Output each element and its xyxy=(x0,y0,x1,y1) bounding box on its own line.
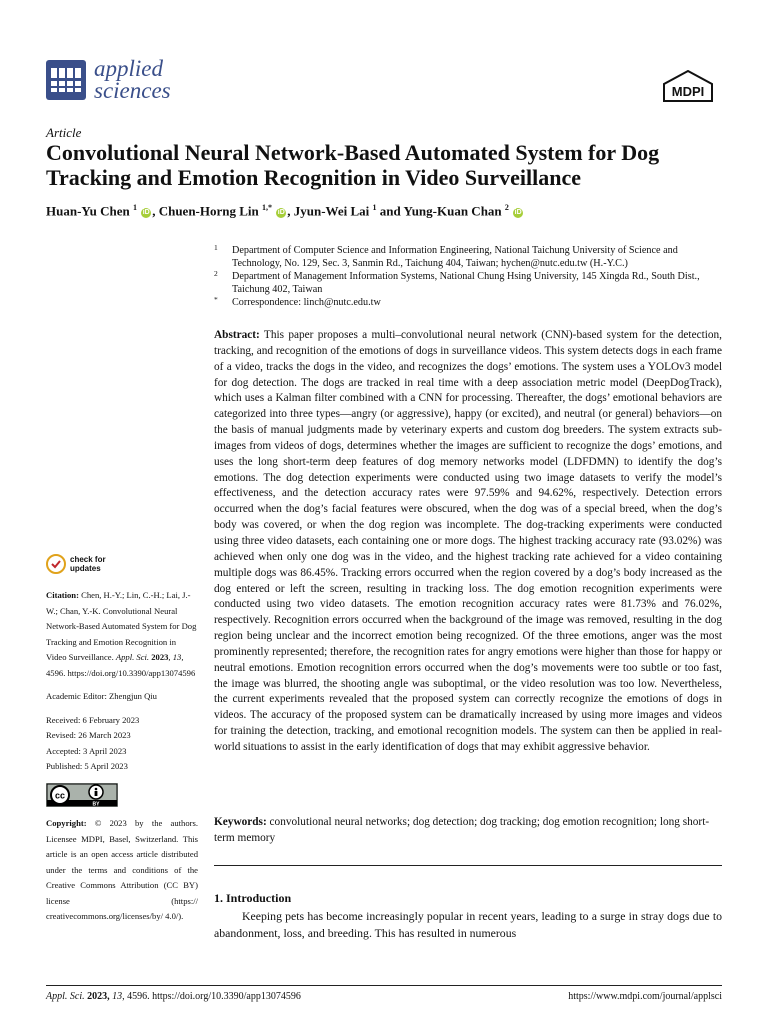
journal-name xyxy=(94,58,171,102)
author-name[interactable]: Huan-Yu Chen xyxy=(46,203,130,219)
author-name[interactable]: Yung-Kuan Chan xyxy=(403,203,502,219)
svg-text:cc: cc xyxy=(54,790,66,800)
citation-volume: , 13, xyxy=(168,652,184,662)
author-name[interactable]: Chuen-Horng Lin xyxy=(158,203,259,219)
cc-by-label: BY xyxy=(92,800,100,807)
affiliation-mark: 1 xyxy=(214,243,218,252)
author-affiliation-mark: 1 xyxy=(132,203,137,212)
citation-journal: Appl. Sci. xyxy=(115,652,150,662)
keywords-text: convolutional neural networks; dog detection; dog tracking; dog emotion recognition; long short-term memory xyxy=(214,816,710,844)
footer-citation xyxy=(46,991,301,1002)
publisher-name: MDPI xyxy=(671,84,705,99)
author-affiliation-mark: 1 xyxy=(372,203,377,212)
abstract-text: This paper proposes a multi–convolutional neural network (CNN)-based system for the detection, tracking, and recognition of the emotions of dogs in surveillance videos. This system detects dogs in each frame of a video, tracks the dogs in the video, and recognizes the dogs’ emotions. The system uses a YOLOv3 model for dog detection. The dogs are tracked in real time with a deep association metric model (DeepDogTrack), which uses a Kalman filter combined with a CNN for processing. Thereafter, the dogs’ emotional behaviors are categorized into three types—angry (or aggressive), happy (or excited), and neutral (or general) behaviors—on the basis of manual judgments made by veterinary experts and custom dog breeders. The system extracts sub-images from videos of dogs, determines whether the images are sufficient to recognize the dogs’ emotions, and uses the long short-term deep features of dog memory networks model (LDFDMN) to identify the dog’s emotions. The dog detection experiments were conducted using two image datasets to verify the model’s effectiveness, and the detection accuracy rates were 97.59% and 94.62%, respectively. Detection errors occurred when the dog’s facial features were obscured, when the dog was of a special breed, when the dog’s body was covered, or when the dog region was incomplete. The dog-tracking experiments were conducted using three video datasets, each containing one or more dogs. The highest tracking accuracy rate (93.02%) was achieved when only one dog was in the video, and the highest tracking rate achieved for a video containing multiple dogs was 86.45%. Tracking errors occurred when the region covered by a dog’s body increased as the dog entered or left the screen, resulting in tracking loss. The dog emotion recognition experiments were conducted using two video datasets. The emotion recognition accuracy rates were 81.73% and 76.02%, respectively. Recognition errors occurred when the background of the image was removed, resulting in the dog region being unclear and the incorrect emotion being recognized. Of the three emotions, anger was the most prominently represented; therefore, the recognition rates for angry emotions were higher than those for happy or neutral emotions. Emotion recognition errors occurred when the dog’s movements were too subtle or too fast, the image was blurred, the shooting angle was suboptimal, or the video resolution was too low. Nevertheless, the current experiments revealed that the proposed system can correctly recognize the emotions of dogs in videos. The accuracy of the proposed system can be dramatically increased by using more images and videos for training the detection, tracking, and emotional recognition models. The system can then be applied in real-world situations to assist in the early identification of dogs that may exhibit aggressive behavior. xyxy=(214,329,722,753)
affiliation-mark: 2 xyxy=(214,269,218,278)
copyright-label: Copyright: xyxy=(46,818,87,828)
date-revised: Revised: 26 March 2023 xyxy=(46,730,131,740)
footer-divider xyxy=(46,985,722,986)
affiliations xyxy=(214,244,724,309)
footer-journal: Appl. Sci. xyxy=(46,991,85,1002)
author-affiliation-mark: 2 xyxy=(504,203,509,212)
keywords-label: Keywords: xyxy=(214,816,267,828)
sidebar xyxy=(46,554,198,925)
footer-volume: 13, xyxy=(109,991,125,1002)
author-separator: , xyxy=(152,203,159,219)
citation-doi[interactable]: 4596. https://doi.org/10.3390/app13074596 xyxy=(46,667,196,678)
footer-journal-url[interactable]: https://www.mdpi.com/journal/applsci xyxy=(568,991,722,1002)
copyright-text: © 2023 by the authors. Licensee MDPI, Basel, Switzerland. This article is an open access article distributed under the terms and conditions of the Creative Commons Attribution (CC BY) license (https:// creativecommons.org/licenses/by/ 4.0/). xyxy=(46,818,198,921)
publication-dates xyxy=(46,713,198,775)
mdpi-logo-icon[interactable] xyxy=(662,70,714,102)
article-title: Convolutional Neural Network-Based Automated System for Dog Tracking and Emotion Recognition in Video Surveillance xyxy=(46,140,660,190)
affiliation-text: Correspondence: linch@nutc.edu.tw xyxy=(232,297,381,308)
journal-name-line1: applied xyxy=(94,56,163,81)
footer-year: 2023, xyxy=(84,991,110,1002)
journal-logo-icon xyxy=(46,60,86,100)
author-separator: , xyxy=(287,203,294,219)
date-published: Published: 5 April 2023 xyxy=(46,761,128,771)
affiliation-mark: * xyxy=(214,295,218,304)
abstract-label: Abstract: xyxy=(214,329,260,341)
check-updates-line1: check for xyxy=(70,555,106,564)
affiliation-item xyxy=(214,296,724,309)
check-updates-label xyxy=(70,555,106,573)
affiliation-item xyxy=(214,244,724,270)
section-heading: 1. Introduction xyxy=(214,891,292,905)
affiliation-item xyxy=(214,270,724,296)
orcid-icon[interactable]: iD xyxy=(514,209,522,217)
check-updates-icon xyxy=(46,554,66,574)
affiliation-text: Department of Management Information Systems, National Chung Hsing University, 145 Xingda Rd., South Dist., Taichung 402, Taiwan xyxy=(232,271,700,295)
journal-name-line2: sciences xyxy=(94,78,171,103)
check-updates-line2: updates xyxy=(70,564,101,573)
citation-year: 2023 xyxy=(149,652,169,662)
affiliation-text: Department of Computer Science and Information Engineering, National Taichung University of Science and Technology, No. 129, Sec. 3, Sanmin Rd., Taichung 404, Taiwan; hychen@nutc.edu.tw (H.-Y.C.) xyxy=(232,245,678,269)
author-separator: and xyxy=(376,203,404,219)
divider xyxy=(214,865,722,866)
copyright xyxy=(46,816,198,925)
page-header xyxy=(46,58,722,108)
keywords xyxy=(214,815,722,846)
citation xyxy=(46,588,198,681)
author-affiliation-mark: 1,* xyxy=(262,203,273,212)
date-received: Received: 6 February 2023 xyxy=(46,714,140,725)
abstract xyxy=(214,328,722,756)
check-updates-button[interactable] xyxy=(46,554,198,574)
date-accepted: Accepted: 3 April 2023 xyxy=(46,745,127,756)
academic-editor: Academic Editor: Zhengjun Qiu xyxy=(46,691,157,701)
footer-doi[interactable]: 4596. https://doi.org/10.3390/app13074596 xyxy=(124,991,301,1002)
author-list xyxy=(46,203,524,219)
journal-logo[interactable] xyxy=(46,58,171,102)
intro-paragraph: Keeping pets has become increasingly popular in recent years, leading to a surge in stray dogs due to abandonment, loss, and breeding. This has resulted in numerous xyxy=(214,909,722,940)
author-name[interactable]: Jyun-Wei Lai xyxy=(293,203,370,219)
cc-by-license-icon[interactable] xyxy=(46,783,118,807)
citation-label: Citation: xyxy=(46,590,79,600)
orcid-icon[interactable]: iD xyxy=(142,209,150,217)
article-type: Article xyxy=(46,125,82,140)
orcid-icon[interactable]: iD xyxy=(277,209,285,217)
citation-text: Chen, H.-Y.; Lin, C.-H.; Lai, J.-W.; Chan, Y.-K. Convolutional Neural Network-Based Automated System for Dog Tracking and Emotion Recognition in Video Surveillance. xyxy=(46,590,197,662)
